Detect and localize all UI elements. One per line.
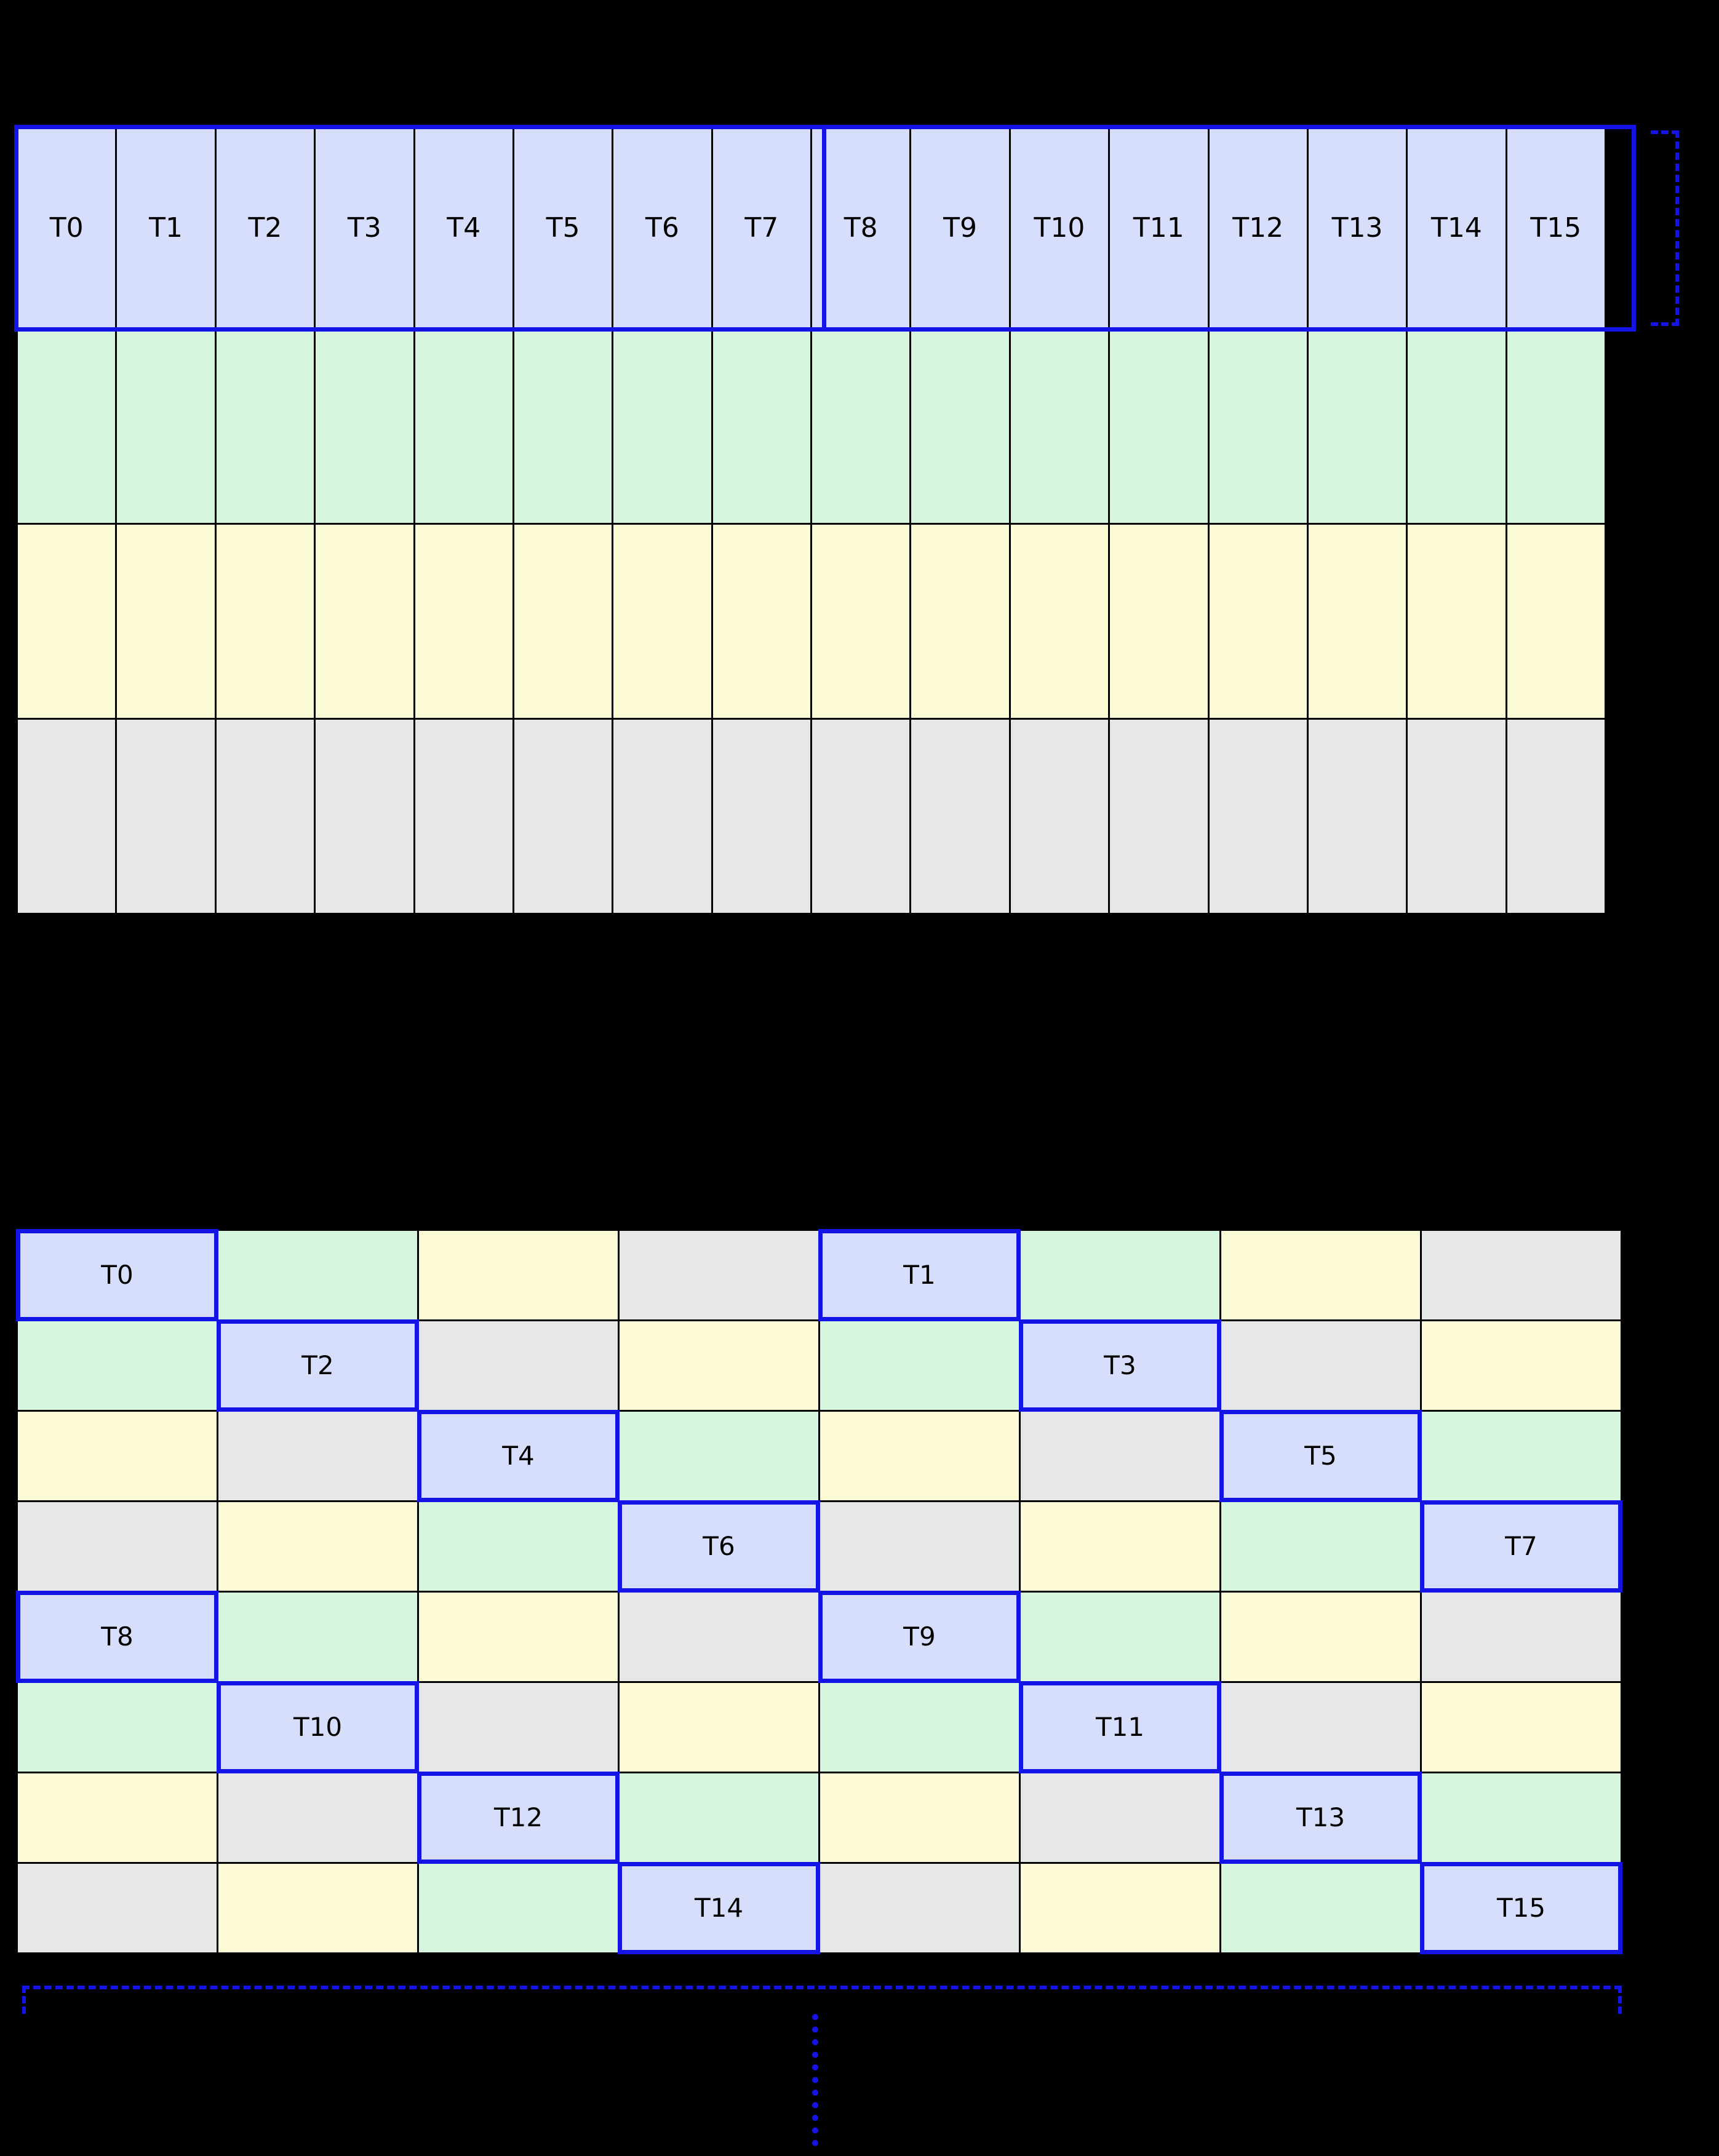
thread-label: T10 [1034, 212, 1085, 244]
thread-cell [1208, 127, 1309, 330]
thread-cell [818, 1229, 1021, 1321]
thread-label: T8 [844, 212, 878, 244]
element-cell-yellow [1307, 523, 1408, 720]
thread-label: T13 [1296, 1802, 1346, 1832]
thread-cell [1219, 1772, 1422, 1864]
element-cell-grey [513, 718, 613, 915]
element-cell [818, 1681, 1021, 1773]
element-cell [1420, 1319, 1622, 1412]
grid-row [16, 1681, 1634, 1773]
element-cell-yellow [413, 523, 514, 720]
element-cell [417, 1591, 620, 1683]
thread-cell [909, 127, 1010, 330]
thread-label: T7 [1505, 1531, 1538, 1561]
thread-label: T0 [101, 1260, 134, 1290]
element-cell [1219, 1591, 1422, 1683]
thread-label: T11 [1095, 1712, 1145, 1742]
element-cell [16, 1681, 218, 1773]
thread-row [16, 127, 1634, 330]
element-cell [217, 1772, 419, 1864]
element-cell [16, 1319, 218, 1412]
element-cell-grey [1506, 718, 1606, 915]
thread-label: T3 [1104, 1350, 1136, 1380]
thread-cell [1420, 1500, 1622, 1593]
thread-cell [1506, 127, 1606, 330]
element-cell-green [115, 328, 216, 525]
thread-cell [215, 127, 316, 330]
thread-label: T4 [447, 212, 481, 244]
thread-cell [314, 127, 415, 330]
thread-cell [217, 1319, 419, 1412]
thread-label: T15 [1530, 212, 1582, 244]
thread-label: T5 [546, 212, 580, 244]
element-cell [16, 1862, 218, 1954]
element-cell [217, 1862, 419, 1954]
thread-label: T5 [1304, 1441, 1337, 1471]
element-cell-yellow [16, 523, 117, 720]
thread-cell [217, 1681, 419, 1773]
element-cell-grey [711, 718, 812, 915]
element-cell-yellow [513, 523, 613, 720]
thread-label: T15 [1496, 1893, 1546, 1923]
element-cell [1019, 1772, 1221, 1864]
element-cell [1019, 1591, 1221, 1683]
element-cell [417, 1862, 620, 1954]
thread-cell [417, 1410, 620, 1502]
thread-label: T6 [703, 1531, 735, 1561]
thread-cell [1019, 1319, 1221, 1412]
element-cell-grey [1406, 718, 1507, 915]
element-cell [16, 1500, 218, 1593]
element-cell-grey [314, 718, 415, 915]
thread-label: T11 [1133, 212, 1184, 244]
element-cell-green [1307, 328, 1408, 525]
element-cell-yellow [1208, 523, 1309, 720]
element-cell-yellow [1406, 523, 1507, 720]
element-cell [1219, 1681, 1422, 1773]
grid-row [16, 1772, 1634, 1864]
element-cell [417, 1229, 620, 1321]
element-cell [217, 1500, 419, 1593]
element-row-yellow [16, 523, 1634, 720]
element-cell-green [711, 328, 812, 525]
thread-cell [1420, 1862, 1622, 1954]
grid-row [16, 1500, 1634, 1593]
element-cell [1219, 1500, 1422, 1593]
element-cell [818, 1862, 1021, 1954]
thread-label: T14 [694, 1893, 744, 1923]
thread-cell [16, 1591, 218, 1683]
thread-cell [612, 127, 712, 330]
thread-label: T1 [149, 212, 183, 244]
thread-cell [1108, 127, 1209, 330]
element-cell [1420, 1772, 1622, 1864]
element-cell [217, 1229, 419, 1321]
element-cell [1019, 1410, 1221, 1502]
element-cell-green [413, 328, 514, 525]
element-cell-grey [16, 718, 117, 915]
thread-cell [810, 127, 911, 330]
element-cell [16, 1772, 218, 1864]
element-cell-yellow [810, 523, 911, 720]
element-cell-grey [1009, 718, 1110, 915]
element-cell [1420, 1410, 1622, 1502]
top-diagram [16, 127, 1634, 939]
thread-label: T7 [744, 212, 779, 244]
thread-label: T9 [903, 1621, 936, 1652]
grid-row [16, 1862, 1634, 1954]
thread-label: T6 [645, 212, 679, 244]
element-cell [1420, 1681, 1622, 1773]
thread-label: T9 [943, 212, 977, 244]
element-cell [618, 1681, 820, 1773]
grid-row [16, 1591, 1634, 1683]
bottom-diagram [16, 1229, 1634, 1923]
grid-row [16, 1229, 1634, 1321]
thread-label: T4 [502, 1441, 535, 1471]
element-cell [818, 1410, 1021, 1502]
thread-cell [1406, 127, 1507, 330]
bottom-dotted-connector [812, 2014, 818, 2146]
element-cell [217, 1591, 419, 1683]
thread-cell [618, 1500, 820, 1593]
element-cell-yellow [215, 523, 316, 720]
element-cell-grey [413, 718, 514, 915]
element-cell [618, 1410, 820, 1502]
element-cell-yellow [314, 523, 415, 720]
thread-cell [16, 127, 117, 330]
element-cell-grey [612, 718, 712, 915]
thread-cell [417, 1772, 620, 1864]
element-cell [818, 1772, 1021, 1864]
thread-cell [1019, 1681, 1221, 1773]
element-cell-green [215, 328, 316, 525]
element-cell [1420, 1229, 1622, 1321]
thread-cell [16, 1229, 218, 1321]
grid-row [16, 1319, 1634, 1412]
thread-cell [1307, 127, 1408, 330]
element-cell-yellow [909, 523, 1010, 720]
element-cell-green [1406, 328, 1507, 525]
thread-label: T8 [101, 1621, 134, 1652]
element-cell [1219, 1862, 1422, 1954]
element-cell [618, 1319, 820, 1412]
thread-cell [818, 1591, 1021, 1683]
element-cell-grey [215, 718, 316, 915]
element-cell [818, 1500, 1021, 1593]
thread-cell [115, 127, 216, 330]
element-cell [1019, 1229, 1221, 1321]
element-row-green [16, 328, 1634, 525]
element-cell-yellow [711, 523, 812, 720]
thread-label: T10 [293, 1712, 343, 1742]
element-cell [618, 1772, 820, 1864]
thread-label: T13 [1331, 212, 1383, 244]
element-cell [1219, 1319, 1422, 1412]
element-cell [618, 1229, 820, 1321]
element-cell-green [909, 328, 1010, 525]
thread-label: T1 [903, 1260, 936, 1290]
element-cell-green [1108, 328, 1209, 525]
element-cell [1019, 1500, 1221, 1593]
thread-label: T12 [493, 1802, 543, 1832]
element-cell-grey [1108, 718, 1209, 915]
element-cell-green [612, 328, 712, 525]
element-cell [16, 1410, 218, 1502]
element-cell [1219, 1229, 1422, 1321]
element-cell [417, 1681, 620, 1773]
thread-cell [413, 127, 514, 330]
element-cell-green [513, 328, 613, 525]
element-cell-grey [810, 718, 911, 915]
element-cell-green [1506, 328, 1606, 525]
element-cell-green [314, 328, 415, 525]
element-cell-yellow [1009, 523, 1110, 720]
element-row-grey [16, 718, 1634, 915]
element-cell-yellow [612, 523, 712, 720]
thread-cell [1219, 1410, 1422, 1502]
element-cell [1420, 1591, 1622, 1683]
thread-cell [1009, 127, 1110, 330]
element-cell-green [810, 328, 911, 525]
element-cell-green [1208, 328, 1309, 525]
thread-cell [711, 127, 812, 330]
thread-cell [618, 1862, 820, 1954]
thread-cell [513, 127, 613, 330]
thread-label: T2 [301, 1350, 334, 1380]
thread-label: T3 [347, 212, 381, 244]
element-cell [618, 1591, 820, 1683]
grid-row [16, 1410, 1634, 1502]
thread-label: T2 [248, 212, 282, 244]
element-cell-grey [1307, 718, 1408, 915]
element-cell [818, 1319, 1021, 1412]
bottom-bracket-marker [22, 1986, 1622, 2014]
thread-label: T14 [1431, 212, 1482, 244]
element-cell [1019, 1862, 1221, 1954]
element-cell-yellow [1108, 523, 1209, 720]
top-bracket-marker [1651, 130, 1679, 326]
element-cell-yellow [1506, 523, 1606, 720]
element-cell [217, 1410, 419, 1502]
element-cell-grey [115, 718, 216, 915]
thread-label: T12 [1232, 212, 1284, 244]
element-cell-yellow [115, 523, 216, 720]
element-cell [417, 1500, 620, 1593]
element-cell-green [1009, 328, 1110, 525]
thread-label: T0 [49, 212, 84, 244]
element-cell [417, 1319, 620, 1412]
element-cell-grey [1208, 718, 1309, 915]
element-cell-grey [909, 718, 1010, 915]
element-cell-green [16, 328, 117, 525]
